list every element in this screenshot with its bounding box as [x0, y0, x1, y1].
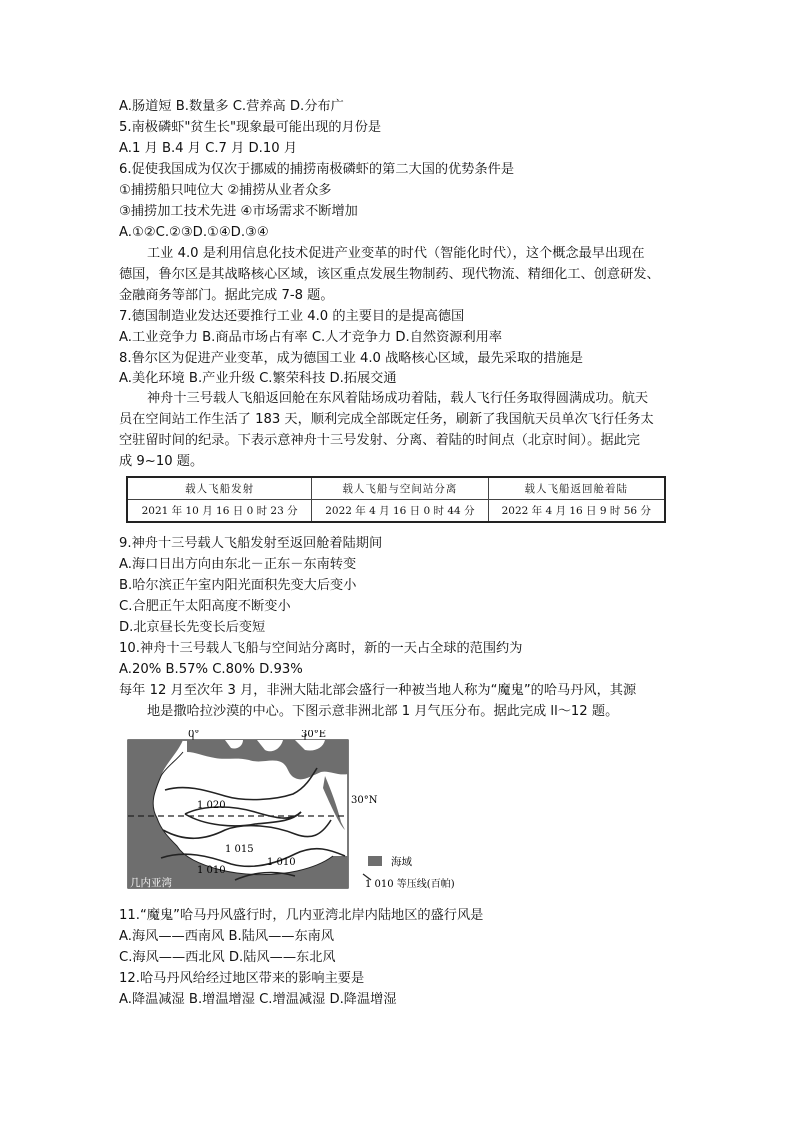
q8-options: A.美化环境 B.产业升级 C.繁荣科技 D.拓展交通 [119, 371, 397, 386]
lon-0-label: 0° [188, 730, 200, 740]
q10-stem: 10.神舟十三号载人飞船与空间站分离时，新的一天占全球的范围约为 [119, 641, 523, 656]
passage-shenzhou-2: 员在空间站工作生活了 183 天，顺利完成全部既定任务，刷新了我国航天员单次飞行任务太 [119, 412, 654, 427]
q11-stem: 11.“魔鬼”哈马丹风盛行时，几内亚湾北岸内陆地区的盛行风是 [119, 908, 484, 923]
q12-stem: 12.哈马丹风给经过地区带来的影响主要是 [119, 971, 365, 986]
lat-30n-label: 30°N [351, 795, 378, 806]
isobar-1010-label: 1 010 [267, 857, 296, 868]
q8-stem: 8.鲁尔区为促进产业变革，成为德国工业 4.0 战略核心区域，最先采取的措施是 [119, 351, 583, 366]
passage-industry-2: 德国，鲁尔区是其战略核心区域，该区重点发展生物制药、现代物流、精细化工、创意研发、 [119, 267, 660, 282]
passage-harmattan-2: 地是撒哈拉沙漠的中心。下图示意非洲北部 1 月气压分布。据此完成 ll～12 题。 [147, 704, 619, 719]
isobar-1015-label: 1 015 [225, 844, 254, 855]
q7-stem: 7.德国制造业发达还要推行工业 4.0 的主要目的是提高德国 [119, 309, 465, 324]
legend-isobar-label: 1 010 等压线(百帕) [365, 879, 455, 890]
q12-options: A.降温减湿 B.增温增湿 C.增温减湿 D.降温增湿 [119, 992, 397, 1007]
gulf-of-guinea-label: 几内亚湾 [130, 877, 172, 889]
q9-option-c: C.合肥正午太阳高度不断变小 [119, 599, 291, 614]
table-header-row [127, 477, 665, 500]
q11-options-ab: A.海风——西南风 B.陆风——东南风 [119, 929, 335, 944]
q10-options: A.20% B.57% C.80% D.93% [119, 662, 303, 677]
passage-harmattan-1: 每年 12 月至次年 3 月，非洲大陆北部会盛行一种被当地人称为“魔鬼”的哈马丹风，其源 [119, 683, 637, 698]
passage-shenzhou-1: 神舟十三号载人飞船返回舱在东风着陆场成功着陆，载人飞行任务取得圆满成功。航天 [147, 391, 649, 406]
q9-option-b: B.哈尔滨正午室内阳光面积先变大后变小 [119, 578, 357, 593]
q9-option-d: D.北京昼长先变长后变短 [119, 620, 266, 635]
table-row [127, 500, 665, 523]
north-africa-pressure-map [125, 730, 475, 900]
passage-industry-3: 金融商务等部门。据此完成 7-8 题。 [119, 288, 334, 303]
table-header: 载人飞船返回舱着陆 [488, 477, 665, 500]
q5-stem: 5.南极磷虾"贫生长"现象最可能出现的月份是 [119, 120, 382, 135]
q6-item-2: ③捕捞加工技术先进 ④市场需求不断增加 [119, 204, 358, 219]
q4-options: A.肠道短 B.数量多 C.营养高 D.分布广 [119, 99, 344, 114]
table-cell: 2021 年 10 月 16 日 0 时 23 分 [127, 500, 312, 523]
passage-shenzhou-4: 成 9~10 题。 [119, 454, 204, 469]
legend-sea-label: 海域 [391, 856, 412, 868]
passage-industry-1: 工业 4.0 是利用信息化技术促进产业变革的时代（智能化时代），这个概念最早出现在 [147, 246, 645, 261]
q9-stem: 9.神舟十三号载人飞船发射至返回舱着陆期间 [119, 536, 383, 551]
q6-item-1: ①捕捞船只吨位大 ②捕捞从业者众多 [119, 183, 332, 198]
q6-stem: 6.促使我国成为仅次于挪威的捕捞南极磷虾的第二大国的优势条件是 [119, 162, 515, 177]
table-cell: 2022 年 4 月 16 日 9 时 56 分 [488, 500, 665, 523]
table-header: 载人飞船与空间站分离 [312, 477, 488, 500]
shenzhou-time-table [126, 476, 666, 523]
q6-options: A.①②C.②③D.①④D.③④ [119, 225, 269, 240]
passage-shenzhou-3: 空驻留时间的纪录。下表示意神舟十三号发射、分离、着陆的时间点（北京时间）。据此完 [119, 433, 640, 448]
lon-30e-label: 30°E [301, 730, 327, 740]
table-header: 载人飞船发射 [127, 477, 312, 500]
q11-options-cd: C.海风——西北风 D.陆风——东北风 [119, 950, 336, 965]
legend-sea-swatch [368, 856, 382, 866]
isobar-1010-label-2: 1 010 [197, 865, 226, 876]
q5-options: A.1 月 B.4 月 C.7 月 D.10 月 [119, 141, 298, 156]
q7-options: A.工业竞争力 B.商品市场占有率 C.人才竞争力 D.自然资源利用率 [119, 330, 503, 345]
q9-option-a: A.海口日出方向由东北－正东－东南转变 [119, 557, 357, 572]
isobar-1020-label: 1 020 [197, 800, 226, 811]
table-cell: 2022 年 4 月 16 日 0 时 44 分 [312, 500, 488, 523]
